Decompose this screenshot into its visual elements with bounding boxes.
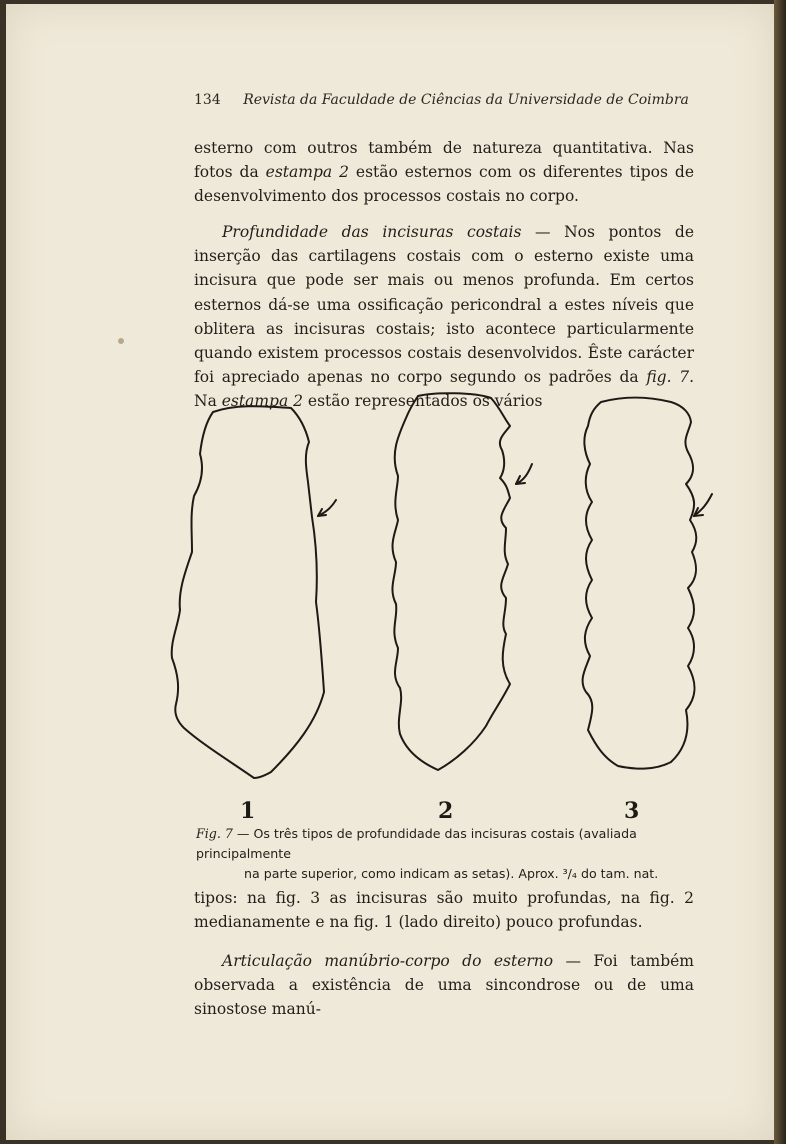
figure-7-drawing <box>166 392 726 832</box>
sternum-outline-2 <box>392 393 510 770</box>
journal-title: Revista da Faculdade de Ciências da Universidade de Coimbra <box>243 92 689 108</box>
arrow-3-icon <box>694 494 712 516</box>
book-edge <box>774 0 786 1144</box>
paragraph-1-estampa-ref: estampa 2 <box>265 163 349 182</box>
paragraph-1 <box>194 136 694 209</box>
page <box>6 4 774 1140</box>
paragraph-2-text-a: — Nos pontos de inserção das cartilagens costais com o esterno existe uma incisura que pode ser mais ou menos profunda. Em certos esternos dá-se uma ossificação pericondral a estes níveis que oblitera as incisuras costais; isto acontece particularmente quando existem processos costais desenvolvidos. Êste carácter foi apreciado apenas no corpo segundo os padrões da <box>194 223 694 387</box>
running-header <box>194 92 689 108</box>
paragraph-1-text-a: esterno com outros também de natureza quantitativa. Nas fotos da <box>194 139 694 182</box>
sternum-outline-3 <box>583 398 697 769</box>
paragraph-4-text-a: — Foi também observada a existência de uma sincondrose ou de uma sinostose manú- <box>194 952 694 1019</box>
caption-figure-label: Fig. 7 <box>196 826 233 841</box>
paragraph-2-text-c: Na <box>194 392 222 411</box>
figure-label-3: 3 <box>624 798 640 824</box>
page-number: 134 <box>194 92 221 108</box>
figure-7-caption <box>196 824 696 884</box>
paragraph-2-text-e: estão representados os vários <box>302 392 543 411</box>
arrow-1-icon <box>318 500 336 516</box>
paragraph-1-text-c: estão esternos com os diferentes tipos de desenvolvimento dos processos costais no corpo. <box>194 163 694 206</box>
figure-7 <box>166 392 726 832</box>
paragraph-4 <box>194 949 694 1022</box>
paragraph-3-text: tipos: na fig. 3 as incisuras são muito profundas, na fig. 2 medianamente e na fig. 1 (lado direito) pouco profundas. <box>194 889 694 932</box>
paragraph-3 <box>194 886 694 934</box>
arrow-2-icon <box>516 464 532 484</box>
figure-label-2: 2 <box>438 798 454 824</box>
paragraph-2-estampa-ref: estampa 2 <box>221 392 303 411</box>
paper-blemish <box>118 338 124 344</box>
section-heading-incisuras: Profundidade das incisuras costais <box>222 223 522 241</box>
sternum-outline-1 <box>172 406 324 778</box>
caption-line-1: — Os três tipos de profundidade das incisuras costais (avaliada principalmente <box>196 826 637 861</box>
figure-label-1: 1 <box>240 798 256 824</box>
section-heading-articulacao: Articulação manúbrio-corpo do esterno <box>222 952 554 970</box>
paragraph-2 <box>194 220 694 414</box>
paragraph-2-fig-ref: fig. 7. <box>646 368 694 387</box>
caption-line-2: na parte superior, como indicam as setas). Aprox. ³/₄ do tam. nat. <box>244 866 659 881</box>
